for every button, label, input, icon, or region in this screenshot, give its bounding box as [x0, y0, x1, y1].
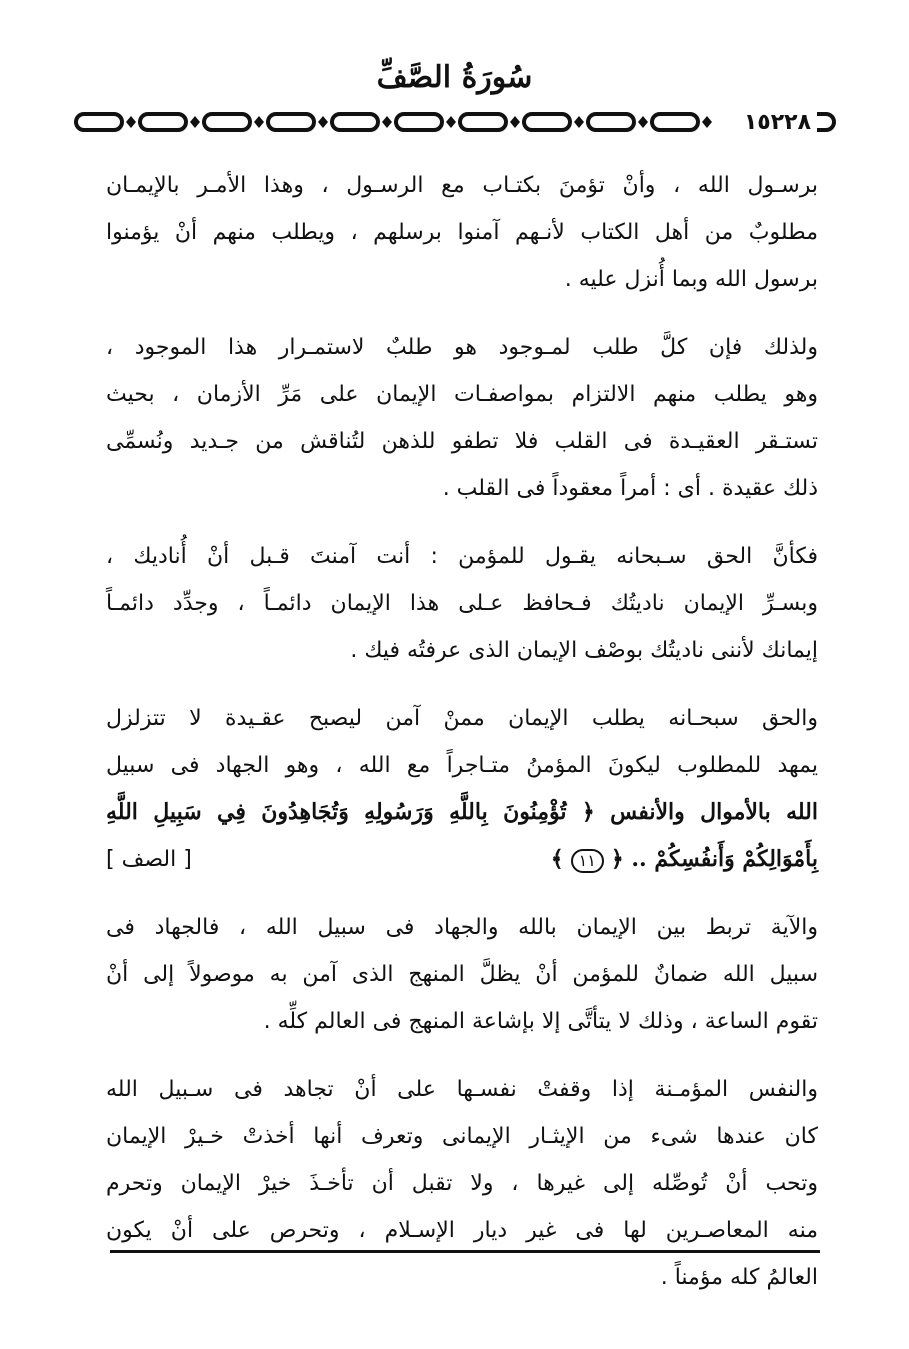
text-line: فكأنَّ الحق سـبحانه يقـول للمؤمن : أنت آمنتَ قـبل أنْ أُناديك ،	[106, 544, 818, 569]
text-line: ولذلك فإن كلَّ طلب لمـوجود هو طلبٌ لاستمـرار هذا الموجود ،	[106, 335, 818, 360]
chain-ornament-icon	[70, 108, 842, 138]
quran-verse-text: بِأَمْوَالِكُمْ وَأَنفُسِكُمْ .. ﴿	[610, 846, 818, 872]
text-line: كان عندها شىء من الإيثـار الإيمانى وتعرف أنها أخذتْ خـيرْ الإيمان	[106, 1124, 818, 1149]
text-line: إيمانك لأننى ناديتُك بوصْف الإيمان الذى عرفتُه فيك .	[350, 638, 818, 663]
quran-verse-end-line	[106, 836, 818, 883]
text-line: تقوم الساعة ، وذلك لا يتأتَّى إلا بإشاعة المنهج فى العالم كلِّه .	[263, 1009, 818, 1034]
paragraph-3	[106, 533, 818, 674]
text-line: ذلك عقيدة . أى : أمراً معقوداً فى القلب .	[442, 476, 818, 501]
paragraph-2	[106, 324, 818, 512]
ornamental-header-band	[70, 108, 842, 138]
paragraph-4	[106, 695, 818, 883]
text-line: منه المعاصـرين لها فى غير ديار الإسـلام ، وتحرص على أنْ يكون	[106, 1218, 818, 1243]
quran-bracket-close: ﴾	[550, 846, 564, 872]
text-line: يمهد للمطلوب ليكونَ المؤمنُ متـاجراً مع الله ، وهو الجهاد فى سبيل	[106, 753, 818, 778]
text-line: وهو يطلب منهم الالتزام بمواصفـات الإيمان على مَرِّ الأزمان ، بحيث	[106, 382, 818, 407]
text-line: والآية تربط بين الإيمان بالله والجهاد فى سبيل الله ، فالجهاد فى	[106, 915, 818, 940]
text-line: سبيل الله ضمانٌ للمؤمن أنْ يظلَّ المنهج الذى آمن به موصولاً إلى أنْ	[106, 962, 818, 987]
footer-rule	[110, 1250, 820, 1253]
text-line: وبسـرِّ الإيمان ناديتُك فـحافظ عـلى هذا الإيمان دائمـاً ، وجدِّد دائمـاً	[106, 591, 818, 616]
text-line: برسول الله وبما أُنزل عليه .	[564, 267, 818, 292]
quran-verse-line: الله بالأموال والأنفس ﴿ تُؤْمِنُونَ بِاللَّهِ وَرَسُولِهِ وَتُجَاهِدُونَ فِي سَبِيلِ اللَّهِ	[106, 799, 818, 825]
text-line: برسـول الله ، وأنْ تؤمنَ بكتـاب مع الرسـول ، وهذا الأمـر بالإيمـان	[106, 173, 818, 198]
body-text	[106, 162, 818, 1322]
paragraph-5	[106, 904, 818, 1045]
text-line: وتحب أنْ تُوصِّله إلى غيرها ، ولا تقبل أن تأخـذَ خيرْ الإيمان وتحرم	[106, 1171, 818, 1196]
text-line: العالمُ كله مؤمناً .	[660, 1265, 818, 1290]
verse-number: ١١	[571, 849, 604, 873]
text-line: والحق سبحـانه يطلب الإيمان ممنْ آمن ليصبح عقـيدة لا تتزلزل	[106, 706, 818, 731]
text-line: تستـقر العقيـدة فى القلب فلا تطفو للذهن لتُناقش من جـديد ونُسمِّى	[106, 429, 818, 454]
surah-title: سُورَةُ الصَّفِّ	[376, 60, 533, 95]
verse-reference: [ الصف ]	[106, 847, 192, 872]
paragraph-1	[106, 162, 818, 303]
text-line: مطلوبٌ من أهل الكتاب لأنـهم آمنوا برسلهم ، ويطلب منهم أنْ يؤمنوا	[106, 220, 818, 245]
paragraph-6	[106, 1066, 818, 1301]
page-number: ١٥٢٢٨	[738, 111, 817, 135]
text-line: والنفس المؤمـنة إذا وقفتْ نفسـها على أنْ تجاهد فى سـبيل الله	[106, 1077, 818, 1102]
